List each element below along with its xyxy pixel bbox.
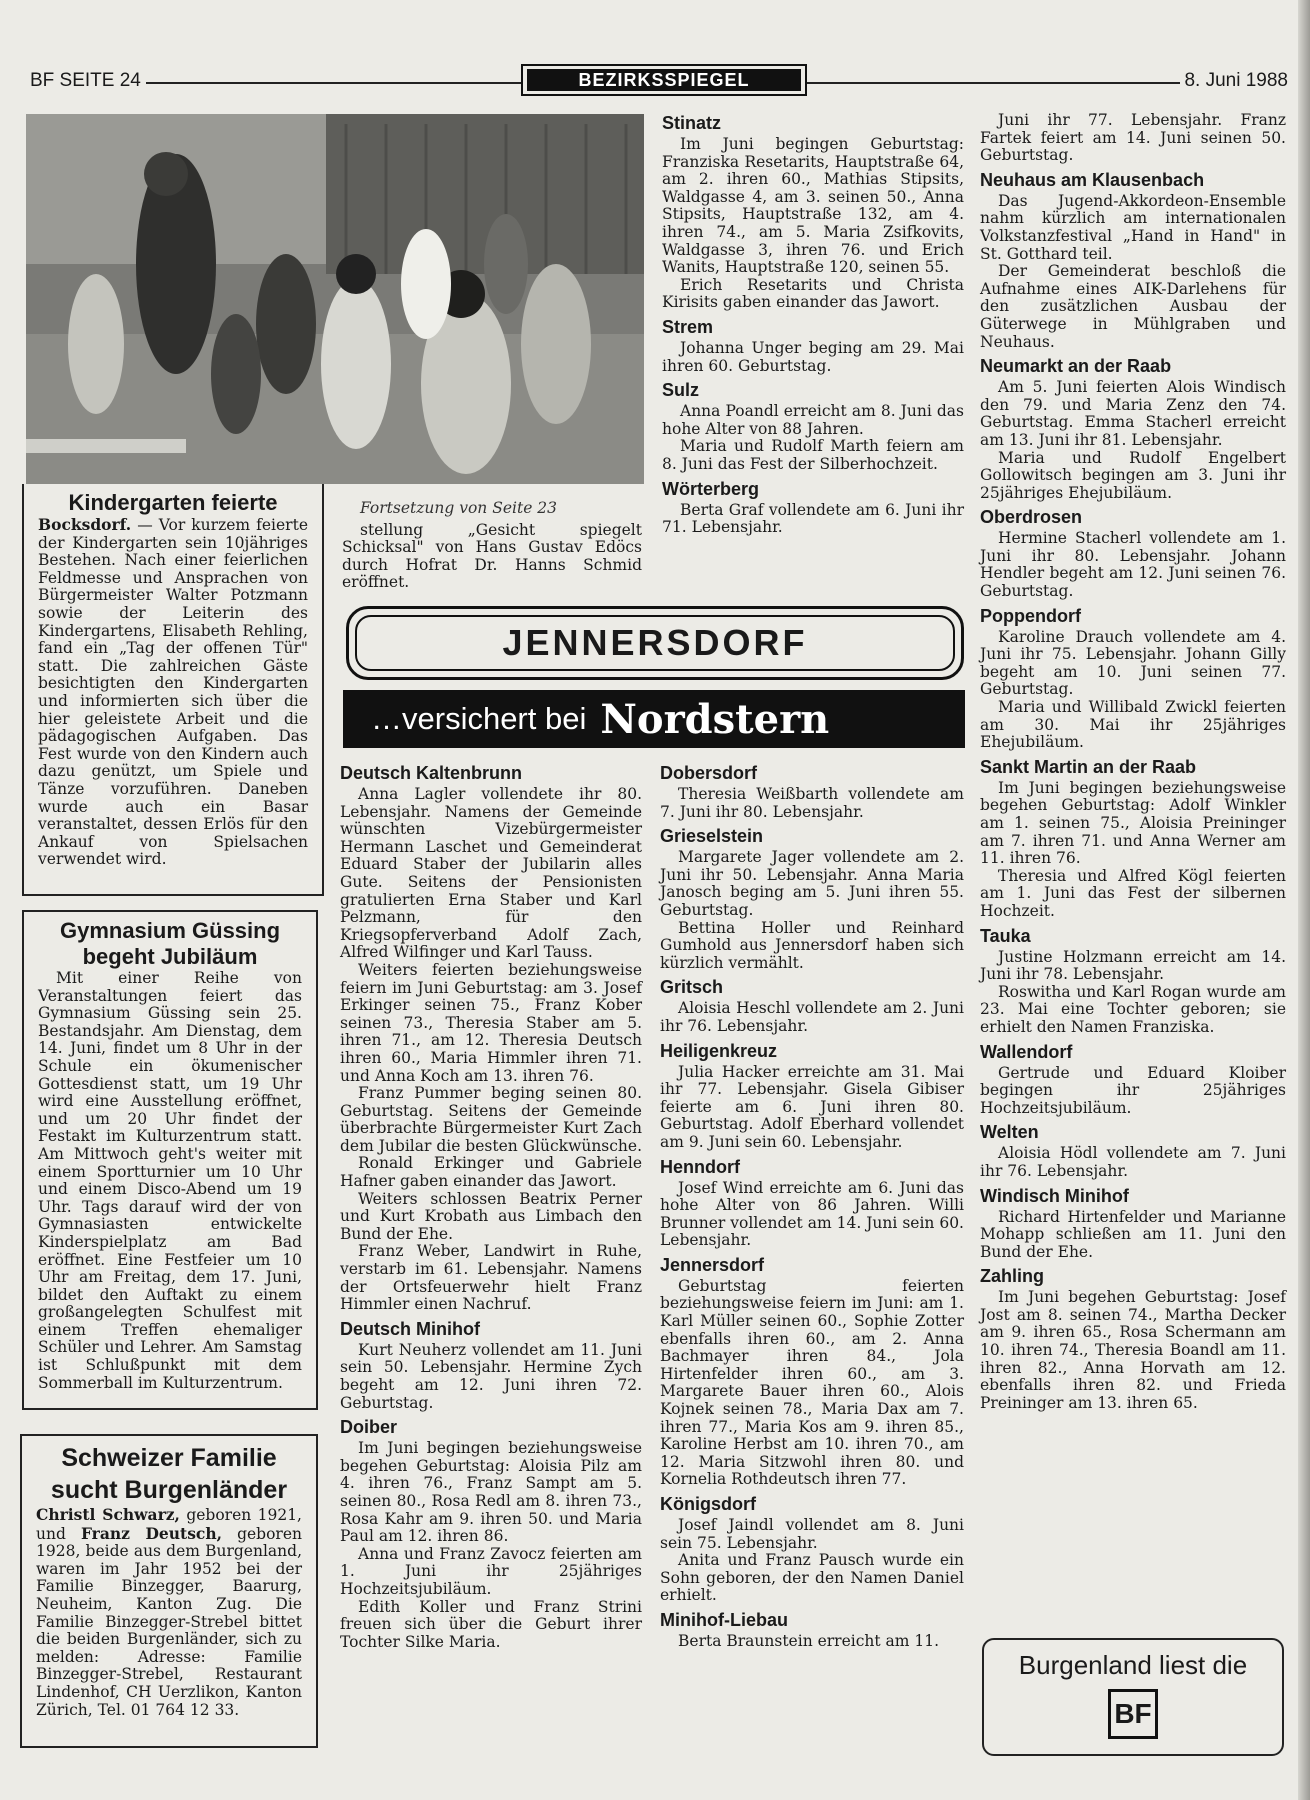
section-paragraph: Aloisia Heschl vollendete am 2. Juni ihr 76. Lebensjahr. [660, 999, 964, 1035]
section-paragraph: Karoline Drauch vollendete am 4. Juni ihr 75. Lebensjahr. Johann Gilly begeht am 10. Juni seinen 77. Geburtstag. [980, 627, 1286, 699]
column-4 [980, 112, 1286, 1412]
section-paragraph: Weiters schlossen Beatrix Perner und Kurt Krobath aus Limbach den Bund der Ehe. [340, 1189, 642, 1243]
bf-promo [982, 1638, 1284, 1756]
issue-date: 8. Juni 1988 [1180, 70, 1292, 92]
kindergarten-photo [26, 114, 644, 484]
section-paragraph: Edith Koller und Franz Strini freuen sich über die Geburt ihrer Tochter Silke Maria. [340, 1597, 642, 1651]
section-paragraph: Roswitha und Karl Rogan wurde am 23. Mai eine Tochter geboren; sie erhielt den Namen Franziska. [980, 982, 1286, 1036]
section-paragraph: Franz Pummer beging seinen 80. Geburtstag. Seitens der Gemeinde überbrachte Bürgermeister Kurt Zach dem Jubilar die besten Glückwünsche. [340, 1084, 643, 1155]
section-paragraph: Bettina Holler und Reinhard Gumhold aus Jennersdorf haben sich kürzlich vermählt. [660, 918, 964, 972]
continuation-label: Fortsetzung von Seite 23 [360, 499, 558, 517]
article-text: geboren 1921, und [36, 1506, 302, 1543]
section-heading: Sulz [662, 380, 700, 401]
continuation-text: stellung „Gesicht spiegelt Schicksal" von Hans Gustav Edöcs durch Hofrat Dr. Hanns Schmid eröffnet. [342, 520, 642, 592]
section-heading: Oberdrosen [980, 507, 1083, 528]
section-paragraph: Im Juni begingen beziehungsweise begehen Geburtstag: Adolf Winkler am 1. seinen 75., Aloisia Preininger am 7. ihren 71. und Anna Werner am 11. ihren 76. [980, 778, 1286, 868]
section-paragraph: Anna Lagler vollendete ihr 80. Lebensjahr. Namens der Gemeinde wünschten Vizebürgermeister Hermann Laschet und Gemeinderat Eduard Staber der Jubilarin alles Gute. Seitens der Pensionisten gratulierten Erna Staber und Karl Pelzmann, für den Kriegsopferverband Adolf Zach, Alfred Wilfinger und Karl Tauss. [340, 785, 642, 962]
section-heading: Windisch Minihof [980, 1185, 1129, 1206]
section-paragraph: Anita und Franz Pausch wurde ein Sohn geboren, der den Namen Daniel erhielt. [660, 1551, 964, 1605]
section-paragraph: Kurt Neuherz vollendet am 11. Juni sein 50. Lebensjahr. Hermine Zych begeht am 12. Juni ihren 72. Geburtstag. [340, 1340, 642, 1412]
section-heading: Neumarkt an der Raab [980, 356, 1172, 377]
section-paragraph: Geburtstag feierten beziehungsweise feiern im Juni: am 1. Karl Müller seinen 60., Sophie Zotter ebenfalls ihren 60., am 2. Anna Bachmayer ihren 84., Jola Hirtenfelder ihren 60., am 3. Margarete Bauer ihren 60., Alois Kojnek seinen 78., Maria Dax am 7. ihren 77., Maria Kos am 9. ihren 85., Karoline Herbst am 10. ihren 70., am 12. Maria Sitzwohl ihren 80. und Kornelia Rothdeutsch ihren 77. [660, 1276, 964, 1489]
section-paragraph: Franz Weber, Landwirt in Ruhe, verstarb im 61. Lebensjahr. Namens der Ortsfeuerwehr hielt Franz Himmler einen Nachruf. [340, 1242, 642, 1314]
section-paragraph: Josef Jaindl vollendet am 8. Juni sein 75. Lebensjahr. [660, 1516, 964, 1552]
section-heading: Strem [662, 316, 714, 337]
banner-title: JENNERSDORF [355, 615, 955, 671]
section-heading: Neuhaus am Klausenbach [980, 169, 1205, 190]
ad-brand: Nordstern [600, 695, 830, 743]
ad-text: …versichert bei [371, 701, 587, 736]
article-kindergarten [22, 484, 324, 896]
section-heading: Tauka [980, 925, 1031, 946]
person-name: Franz Deutsch, [80, 1523, 223, 1543]
section-paragraph: Justine Holzmann erreicht am 14. Juni ihr 78. Lebensjahr. [980, 947, 1286, 984]
article-schweizer-familie [20, 1434, 318, 1748]
continuation-block [342, 500, 642, 592]
column-3 [660, 758, 964, 1651]
section-paragraph: Anna und Franz Zavocz feierten am 1. Juni ihr 25jähriges Hochzeitsjubiläum. [340, 1544, 642, 1598]
section-heading: Dobersdorf [660, 763, 758, 783]
section-paragraph: Berta Graf vollendete am 6. Juni ihr 71. Lebensjahr. [662, 500, 964, 537]
article-body: Mit einer Reihe von Veranstaltungen feiert das Gymnasium Güssing sein 25. Bestandsjahr. Am Dienstag, dem 14. Juni, findet um 8 Uhr in der Schule ein ökumenischer Gottesdienst statt, um 19 Uhr wird eine Ausstellung eröffnet, und um 20 Uhr findet der Festakt im Kulturzentrum statt. Am Mittwoch geht's weiter mit einem Sportturnier um 10 Uhr und einem Disco-Abend um 19 Uhr. Tags darauf wird der von Gymnasiasten entwickelte Kinderspielplatz am Bad eröffnet. Eine Festfeier um 10 Uhr am Freitag, dem 17. Juni, bildet den Auftakt zu einem großangelegten Schulfest mit einem Treffen ehemaliger Schüler und Lehrer. Am Samstag ist Schlußpunkt mit dem Sommerball im Kulturzentrum. [38, 969, 302, 1392]
person-name: Christl Schwarz, [36, 1505, 180, 1524]
dateline: Bocksdorf. [38, 515, 132, 534]
section-paragraph: Im Juni begehen Geburtstag: Josef Jost am 8. seinen 74., Martha Decker am 9. ihren 65., Rosa Schermann am 10. ihren 74., Theresia Boandl am 11. ihren 82., Anna Horvath am 12. ebenfalls ihren 82. und Frieda Preininger am 13. ihren 65. [980, 1288, 1286, 1412]
section-paragraph: Im Juni begingen beziehungsweise begehen Geburtstag: Aloisia Pilz am 4. ihren 76., Franz Sampt am 5. seinen 80., Rosa Redl am 8. ihren 73., Rosa Kahr am 9. ihren 50. und Maria Paul am 12. ihren 86. [340, 1439, 642, 1546]
page-edge [1298, 0, 1310, 1800]
article-title-line1: Gymnasium Güssing [59, 918, 281, 943]
section-heading: Gritsch [660, 977, 724, 998]
section-paragraph: Maria und Rudolf Marth feiern am 8. Juni das Fest der Silberhochzeit. [662, 437, 964, 473]
article-title-line2: sucht Burgenländer [50, 1476, 288, 1504]
article-text: — Vor kurzem feierte der Kindergarten sein 10jähriges Bestehen. Nach einer feierlichen Feldmesse und Ansprachen von Bürgermeister Walter Potzmann sowie der Leiterin des Kindergartens, Elisabeth Rehling, fand ein „Tag der offenen Tür" statt. Die zahlreichen Gäste besichtigten den Kindergarten und informierten sich über die hier geleistete Arbeit und die pädagogischen Aufgaben. Das Fest wurde von den Kindern auch dazu genützt, um Spiele und Tänze vorzuführen. Daneben wurde auch ein Basar veranstaltet, dessen Erlös für den Ankauf von Spielsachen verwendet wird. [38, 516, 308, 869]
section-paragraph: Johanna Unger beging am 29. Mai ihren 60. Geburtstag. [662, 338, 964, 375]
article-text: geboren 1928, beide aus dem Burgenland, waren im Jahr 1952 bei der Familie Binzegger, Baarurg, Neuheim, Kanton Zug. Die Familie Binzegger-Strebel bittet die beiden Burgenländer, sich zu melden: Adresse: Familie Binzegger-Strebel, Restaurant Lindenhof, CH Uerzlikon, Kanton Zürich, Tel. 01 764 12 33. [36, 1524, 302, 1719]
section-badge [521, 64, 807, 96]
section-heading: Wörterberg [662, 478, 760, 499]
section-heading: Henndorf [660, 1156, 740, 1177]
section-paragraph: Richard Hirtenfelder und Marianne Mohapp schließen am 11. Juni den Bund der Ehe. [980, 1207, 1286, 1261]
jennersdorf-banner [346, 606, 964, 680]
column-2 [340, 758, 642, 1651]
masthead-rule-right [807, 82, 1187, 84]
section-paragraph: Margarete Jager vollendete am 2. Juni ihr 50. Lebensjahr. Anna Maria Janosch beging am 5. Juni ihren 55. Geburtstag. [660, 848, 964, 919]
article-gymnasium [22, 910, 318, 1410]
section-paragraph: Gertrude und Eduard Kloiber begingen ihr 25jähriges Hochzeitsjubiläum. [980, 1063, 1286, 1117]
section-heading: Wallendorf [980, 1041, 1073, 1062]
column-4-continuation: Juni ihr 77. Lebensjahr. Franz Fartek feiert am 14. Juni seinen 50. Geburtstag. [980, 111, 1286, 165]
section-heading: Poppendorf [980, 605, 1081, 626]
masthead [26, 64, 1292, 100]
section-heading: Heiligenkreuz [660, 1040, 778, 1061]
column-3-top [662, 108, 964, 537]
section-paragraph: Berta Braunstein erreicht am 11. [678, 1631, 940, 1650]
section-heading: Zahling [980, 1266, 1044, 1287]
section-paragraph: Der Gemeinderat beschloß die Aufnahme eines AIK-Darlehens für den zusätzlichen Ausbau der Güterwege in Mühlgraben und Neuhaus. [980, 262, 1286, 351]
section-paragraph: Julia Hacker erreichte am 31. Mai ihr 77. Lebensjahr. Gisela Gibiser feierte am 6. Juni ihren 80. Geburtstag. Adolf Eberhard vollendet am 9. Juni sein 60. Lebensjahr. [660, 1062, 964, 1151]
section-paragraph: Aloisia Hödl vollendete am 7. Juni ihr 76. Lebensjahr. [980, 1144, 1286, 1180]
photo-illustration [26, 114, 644, 484]
article-body [38, 516, 308, 869]
article-title: Kindergarten feierte [68, 490, 278, 515]
section-heading: Doiber [340, 1417, 398, 1438]
section-paragraph: Erich Resetarits und Christa Kirisits gaben einander das Jawort. [662, 275, 964, 312]
section-paragraph: Maria und Rudolf Engelbert Gollowitsch begingen am 3. Juni ihr 25jähriges Ehejubiläum. [980, 448, 1286, 502]
section-paragraph: Josef Wind erreichte am 6. Juni das hohe Alter von 86 Jahren. Willi Brunner vollendet am 14. Juni sein 60. Lebensjahr. [660, 1178, 964, 1250]
section-heading: Jennersdorf [660, 1254, 765, 1275]
section-paragraph: Das Jugend-Akkordeon-Ensemble nahm kürzlich am internationalen Volkstanzfestival „Hand in Hand" in St. Gotthard teil. [980, 191, 1286, 263]
section-paragraph: Anna Poandl erreicht am 8. Juni das hohe Alter von 88 Jahren. [662, 402, 964, 438]
section-heading: Minihof-Liebau [660, 1609, 788, 1630]
section-paragraph: Maria und Willibald Zwickl feierten am 30. Mai ihr 25jähriges Ehejubiläum. [980, 698, 1286, 752]
section-paragraph: Ronald Erkinger und Gabriele Hafner gaben einander das Jawort. [340, 1154, 642, 1191]
section-paragraph: Hermine Stacherl vollendete am 1. Juni ihr 80. Lebensjahr. Johann Hendler begeht am 12. Juni seinen 76. Geburtstag. [980, 529, 1286, 601]
article-title-line1: Schweizer Familie [61, 1444, 277, 1472]
nordstern-ad [343, 690, 965, 748]
masthead-rule-left [146, 82, 521, 84]
section-paragraph: Theresia Weißbarth vollendete am 7. Juni ihr 80. Lebensjahr. [660, 785, 964, 821]
section-heading: Welten [980, 1122, 1039, 1143]
section-heading: Stinatz [662, 113, 722, 133]
promo-text: Burgenland liest die [1018, 1650, 1248, 1680]
section-title: BEZIRKSSPIEGEL [527, 69, 801, 91]
section-heading: Grieselstein [660, 826, 764, 847]
section-paragraph: Am 5. Juni feierten Alois Windisch den 79. und Maria Zenz den 74. Geburtstag. Emma Stacherl erreicht am 13. Juni ihr 81. Lebensjahr. [980, 378, 1286, 449]
section-heading: Deutsch Kaltenbrunn [340, 763, 523, 783]
bf-logo: BF [1108, 1689, 1158, 1739]
section-heading: Deutsch Minihof [340, 1318, 480, 1339]
article-title-line2: begeht Jubiläum [82, 944, 258, 969]
page-number: BF SEITE 24 [26, 70, 145, 92]
section-paragraph: Weiters feierten beziehungsweise feiern im Juni Geburtstag: am 3. Josef Erkinger seinen 75., Franz Kober seinen 73., Theresia Staber am 5. ihren 71., am 12. Theresia Deutsch ihren 60., Maria Himmler ihren 71. und Anna Koch am 13. ihren 76. [340, 960, 642, 1085]
section-paragraph: Theresia und Alfred Kögl feierten am 1. Juni das Fest der silbernen Hochzeit. [980, 866, 1286, 920]
column-4-sections [980, 169, 1286, 1413]
section-paragraph: Im Juni begingen Geburtstag: Franziska Resetarits, Hauptstraße 64, am 2. ihren 60., Mathias Stipsits, Waldgasse 4, am 3. seinen 50., Anna Stipsits, Hauptstraße 132, am 4. ihren 74., am 5. Maria Zsifkovits, Waldgasse 3, ihren 76. und Erich Wanits, Hauptstraße 120, seinen 55. [662, 135, 964, 277]
article-body [36, 1506, 302, 1719]
section-heading: Sankt Martin an der Raab [980, 756, 1197, 777]
section-heading: Königsdorf [660, 1494, 756, 1514]
